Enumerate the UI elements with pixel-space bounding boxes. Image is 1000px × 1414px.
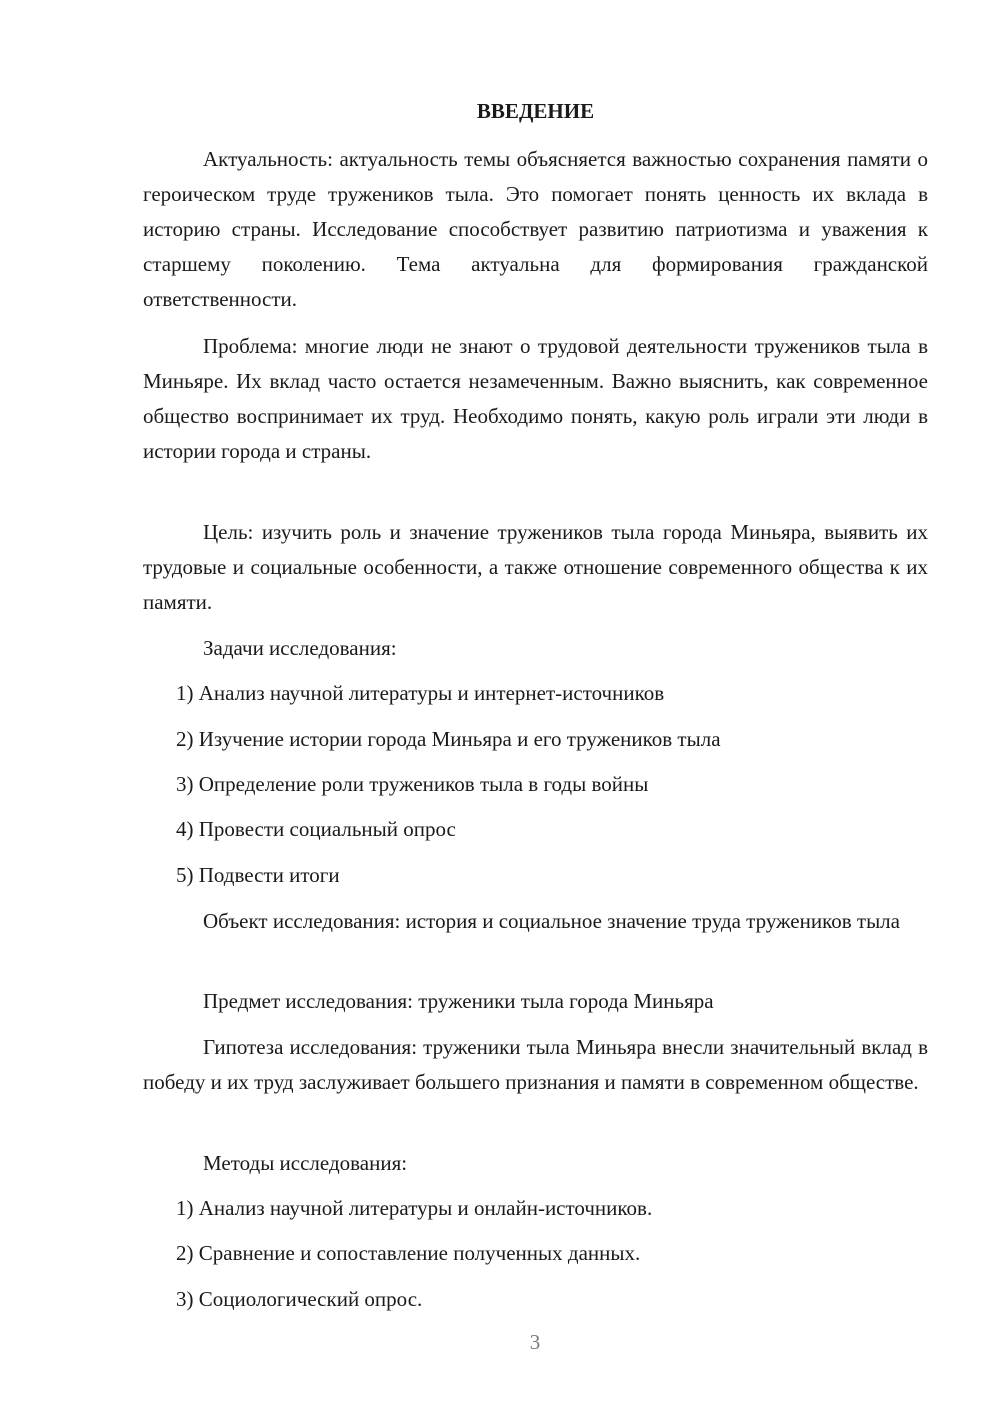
paragraph-relevance: Актуальность: актуальность темы объясняется важностью сохранения памяти о героическом труде тружеников тыла. Это помогает понять ценность их вклада в историю страны. Исследование способствует развитию патриотизма и уважения к старшему поколению. Тема актуальна для формирования гражданской ответственности. [143, 147, 928, 311]
section-heading: ВВЕДЕНИЕ [476, 99, 595, 123]
tasks-list-item: 1) Анализ научной литературы и интернет-источников [176, 681, 665, 705]
page-number: 3 [529, 1330, 541, 1354]
paragraph-hypothesis: Гипотеза исследования: труженики тыла Миньяра внесли значительный вклад в победу и их труд заслуживает большего признания и памяти в современном обществе. [143, 1035, 928, 1094]
paragraph-object: Объект исследования: история и социальное значение труда тружеников тыла [203, 909, 900, 933]
tasks-title: Задачи исследования: [203, 636, 397, 660]
tasks-list-item: 5) Подвести итоги [176, 863, 340, 887]
paragraph-subject: Предмет исследования: труженики тыла города Миньяра [203, 989, 714, 1013]
tasks-list-item: 2) Изучение истории города Миньяра и его тружеников тыла [176, 727, 721, 751]
tasks-list-item: 4) Провести социальный опрос [176, 817, 456, 841]
tasks-list-item: 3) Определение роли тружеников тыла в годы войны [176, 772, 649, 796]
methods-list-item: 2) Сравнение и сопоставление полученных данных. [176, 1241, 641, 1265]
methods-list-item: 1) Анализ научной литературы и онлайн-источников. [176, 1196, 653, 1220]
methods-list-item: 3) Социологический опрос. [176, 1287, 423, 1311]
paragraph-goal: Цель: изучить роль и значение тружеников тыла города Миньяра, выявить их трудовые и социальные особенности, а также отношение современного общества к их памяти. [143, 520, 928, 614]
methods-title: Методы исследования: [203, 1151, 408, 1175]
paragraph-problem: Проблема: многие люди не знают о трудовой деятельности тружеников тыла в Миньяре. Их вклад часто остается незамеченным. Важно выяснить, как современное общество воспринимает их труд. Необходимо понять, какую роль играли эти люди в истории города и страны. [143, 334, 928, 463]
